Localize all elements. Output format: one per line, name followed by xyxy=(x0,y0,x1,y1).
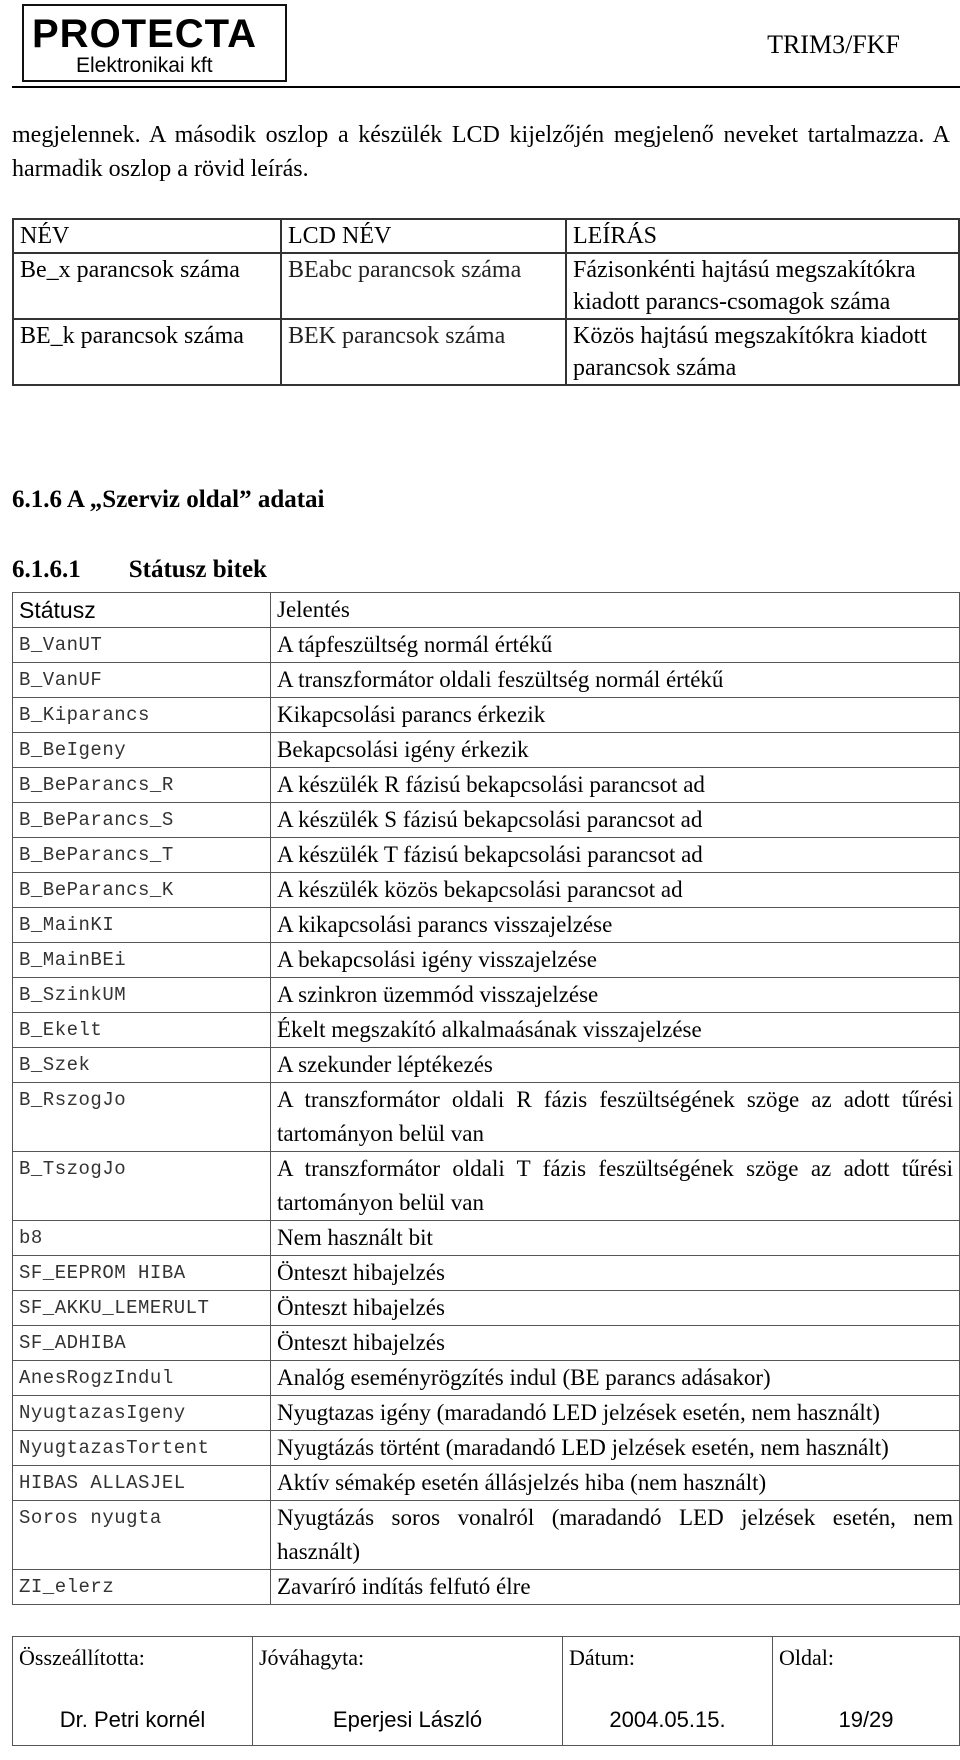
table-row xyxy=(13,943,960,978)
table-row xyxy=(13,908,960,943)
table-row xyxy=(13,1291,960,1326)
status-meaning: A készülék R fázisú bekapcsolási parancsot ad xyxy=(271,768,960,803)
table-row xyxy=(13,1048,960,1083)
status-code: B_VanUT xyxy=(13,628,271,663)
table-row xyxy=(13,1013,960,1048)
footer-value: 19/29 xyxy=(773,1695,960,1746)
table-row xyxy=(13,628,960,663)
status-code: B_Kiparancs xyxy=(13,698,271,733)
status-code: B_Ekelt xyxy=(13,1013,271,1048)
status-code: SF_ADHIBA xyxy=(13,1326,271,1361)
table-row xyxy=(13,803,960,838)
column-header: Jelentés xyxy=(271,593,960,628)
footer-value: 2004.05.15. xyxy=(563,1695,773,1746)
status-meaning: A készülék T fázisú bekapcsolási parancsot ad xyxy=(271,838,960,873)
status-meaning: Önteszt hibajelzés xyxy=(271,1256,960,1291)
table-row xyxy=(13,1256,960,1291)
document-footer xyxy=(12,1636,960,1746)
table-row xyxy=(13,253,959,319)
command-count-table xyxy=(12,218,960,386)
status-meaning: A transzformátor oldali T fázis feszültségének szöge az adott tűrési tartományon belül van xyxy=(271,1152,960,1221)
status-bits-table xyxy=(12,592,960,1605)
footer-label: Dátum: xyxy=(563,1637,773,1696)
footer-label: Jóváhagyta: xyxy=(253,1637,563,1696)
status-code: Soros nyugta xyxy=(13,1501,271,1570)
status-code: B_MainKI xyxy=(13,908,271,943)
status-code: ZI_elerz xyxy=(13,1570,271,1605)
table-cell: BEK parancsok száma xyxy=(281,319,566,385)
table-cell: BE_k parancsok száma xyxy=(13,319,281,385)
status-meaning: A szinkron üzemmód visszajelzése xyxy=(271,978,960,1013)
column-header: NÉV xyxy=(13,219,281,253)
status-code: NyugtazasTortent xyxy=(13,1431,271,1466)
table-header-row xyxy=(13,593,960,628)
status-meaning: A szekunder léptékezés xyxy=(271,1048,960,1083)
status-code: NyugtazasIgeny xyxy=(13,1396,271,1431)
status-meaning: Nem használt bit xyxy=(271,1221,960,1256)
footer-value: Dr. Petri kornél xyxy=(13,1695,253,1746)
table-row xyxy=(13,978,960,1013)
status-meaning: A bekapcsolási igény visszajelzése xyxy=(271,943,960,978)
status-code: B_BeParancs_K xyxy=(13,873,271,908)
table-cell: BEabc parancsok száma xyxy=(281,253,566,319)
column-header: LEÍRÁS xyxy=(566,219,959,253)
table-row xyxy=(13,698,960,733)
table-row xyxy=(13,1466,960,1501)
status-code: B_RszogJo xyxy=(13,1083,271,1152)
footer-label-row xyxy=(13,1637,960,1696)
status-code: HIBAS ALLASJEL xyxy=(13,1466,271,1501)
table-cell: Be_x parancsok száma xyxy=(13,253,281,319)
subsection-title: Státusz bitek xyxy=(128,556,267,583)
status-code: B_MainBEi xyxy=(13,943,271,978)
status-code: b8 xyxy=(13,1221,271,1256)
status-meaning: Aktív sémakép esetén állásjelzés hiba (nem használt) xyxy=(271,1466,960,1501)
status-code: SF_EEPROM HIBA xyxy=(13,1256,271,1291)
table-header-row xyxy=(13,219,959,253)
logo-subtitle: Elektronikai kft xyxy=(76,54,213,77)
status-meaning: Bekapcsolási igény érkezik xyxy=(271,733,960,768)
footer-label: Oldal: xyxy=(773,1637,960,1696)
intro-paragraph: megjelennek. A második oszlop a készülék LCD kijelzőjén megjelenő neveket tartalmazza. A harmadik oszlop a rövid leírás. xyxy=(12,122,950,182)
table-row xyxy=(13,1083,960,1152)
status-code: B_BeParancs_S xyxy=(13,803,271,838)
table-row xyxy=(13,319,959,385)
document-code: TRIM3/FKF xyxy=(767,30,900,59)
status-meaning: Önteszt hibajelzés xyxy=(271,1326,960,1361)
status-code: B_TszogJo xyxy=(13,1152,271,1221)
status-meaning: A transzformátor oldali feszültség normál értékű xyxy=(271,663,960,698)
status-meaning: A kikapcsolási parancs visszajelzése xyxy=(271,908,960,943)
footer-value-row xyxy=(13,1695,960,1746)
subsection-heading xyxy=(12,556,267,584)
status-code: B_BeParancs_R xyxy=(13,768,271,803)
status-meaning: Nyugtazas igény (maradandó LED jelzések esetén, nem használt) xyxy=(271,1396,960,1431)
status-meaning: Nyugtázás történt (maradandó LED jelzések esetén, nem használt) xyxy=(271,1431,960,1466)
status-meaning: Kikapcsolási parancs érkezik xyxy=(271,698,960,733)
subsection-number: 6.1.6.1 xyxy=(12,556,81,583)
table-row xyxy=(13,768,960,803)
table-row xyxy=(13,1152,960,1221)
status-meaning: A transzformátor oldali R fázis feszültségének szöge az adott tűrési tartományon belül van xyxy=(271,1083,960,1152)
column-header: LCD NÉV xyxy=(281,219,566,253)
footer-value: Eperjesi László xyxy=(253,1695,563,1746)
status-code: AnesRogzIndul xyxy=(13,1361,271,1396)
table-row xyxy=(13,838,960,873)
status-meaning: Nyugtázás soros vonalról (maradandó LED jelzések esetén, nem használt) xyxy=(271,1501,960,1570)
status-code: B_Szek xyxy=(13,1048,271,1083)
table-row xyxy=(13,1570,960,1605)
status-meaning: A készülék S fázisú bekapcsolási parancsot ad xyxy=(271,803,960,838)
status-code: B_VanUF xyxy=(13,663,271,698)
table-row xyxy=(13,1501,960,1570)
table-row xyxy=(13,733,960,768)
status-code: B_BeIgeny xyxy=(13,733,271,768)
status-meaning: Ékelt megszakító alkalmaásának visszajelzése xyxy=(271,1013,960,1048)
logo-wordmark: PROTECTA xyxy=(32,12,258,56)
table-row xyxy=(13,873,960,908)
status-code: SF_AKKU_LEMERULT xyxy=(13,1291,271,1326)
section-heading: 6.1.6 A „Szerviz oldal” adatai xyxy=(12,486,325,513)
column-header: Státusz xyxy=(13,593,271,628)
header-divider xyxy=(12,86,960,88)
table-row xyxy=(13,1396,960,1431)
status-meaning: Analóg eseményrögzítés indul (BE parancs adásakor) xyxy=(271,1361,960,1396)
table-cell: Közös hajtású megszakítókra kiadott parancsok száma xyxy=(566,319,959,385)
table-row xyxy=(13,663,960,698)
table-row xyxy=(13,1361,960,1396)
status-meaning: A készülék közös bekapcsolási parancsot ad xyxy=(271,873,960,908)
table-row xyxy=(13,1431,960,1466)
table-row xyxy=(13,1326,960,1361)
table-cell: Fázisonkénti hajtású megszakítókra kiadott parancs-csomagok száma xyxy=(566,253,959,319)
footer-label: Összeállította: xyxy=(13,1637,253,1696)
status-meaning: A tápfeszültség normál értékű xyxy=(271,628,960,663)
status-meaning: Önteszt hibajelzés xyxy=(271,1291,960,1326)
table-row xyxy=(13,1221,960,1256)
company-logo xyxy=(22,4,287,82)
status-code: B_BeParancs_T xyxy=(13,838,271,873)
status-meaning: Zavaríró indítás felfutó élre xyxy=(271,1570,960,1605)
status-code: B_SzinkUM xyxy=(13,978,271,1013)
